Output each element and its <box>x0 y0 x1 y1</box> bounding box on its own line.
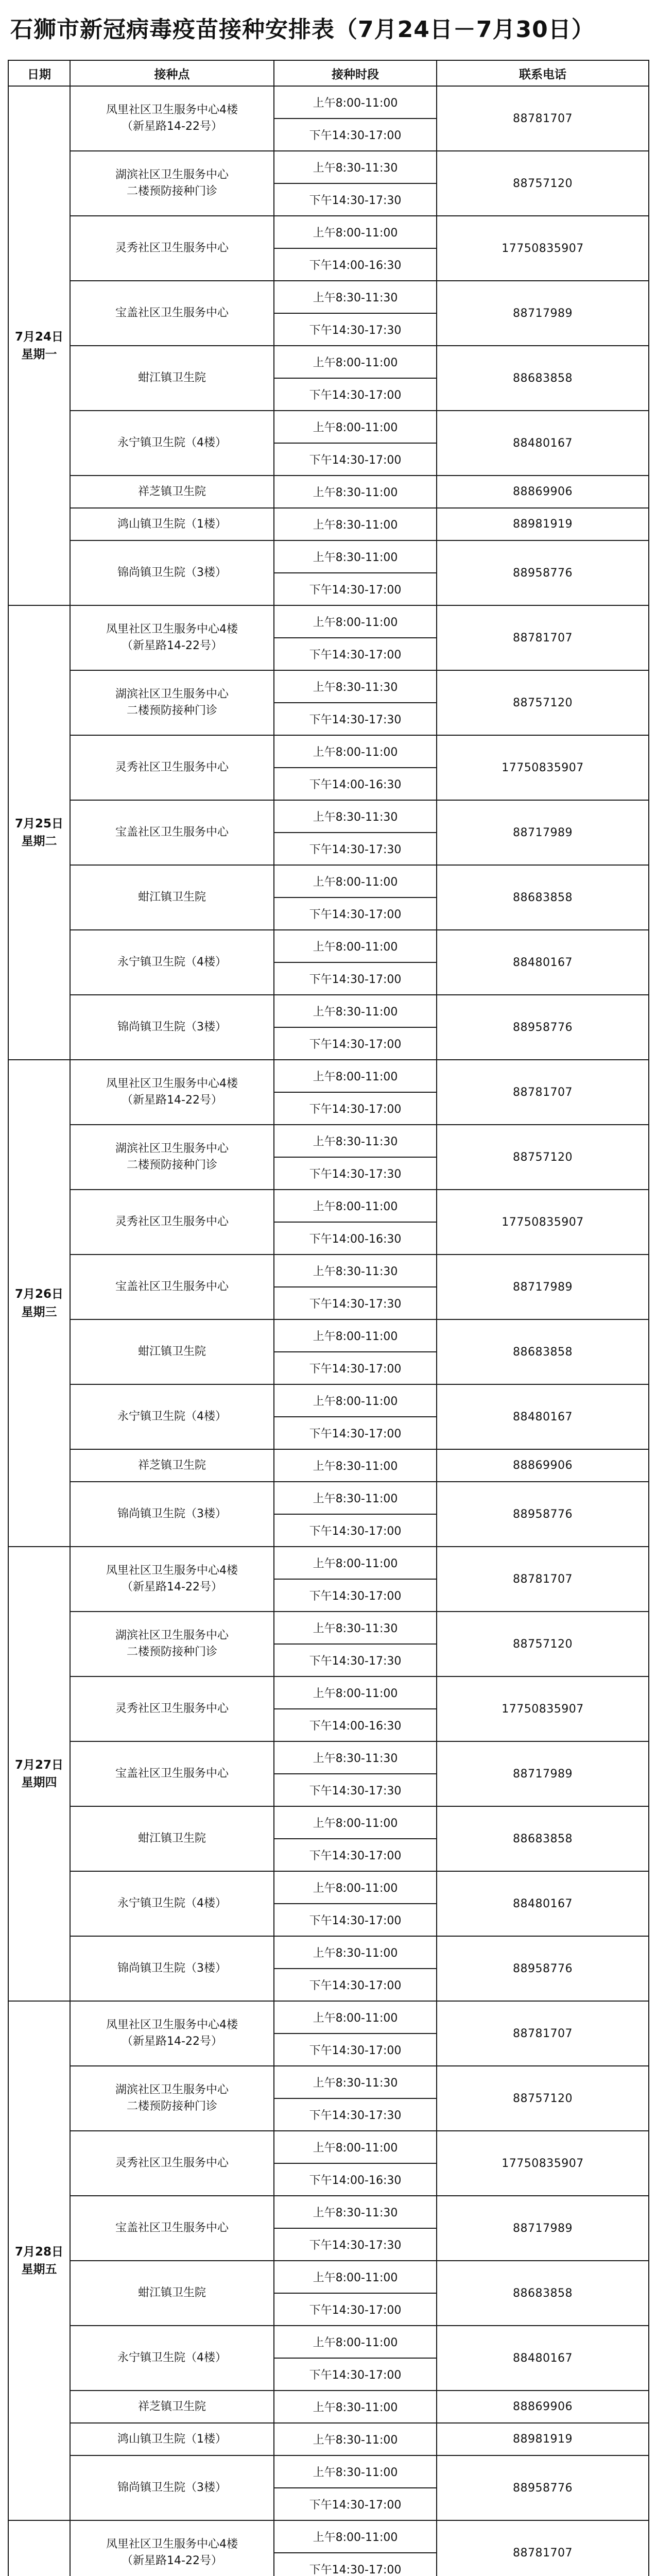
time-slot-cell: 上午8:30-11:30 <box>274 670 437 703</box>
phone-cell: 88981919 <box>437 508 649 540</box>
time-slot-cell: 下午14:30-17:30 <box>274 703 437 735</box>
table-row <box>8 1060 649 1092</box>
time-slot-cell: 上午8:00-11:00 <box>274 1190 437 1222</box>
phone-cell: 88480167 <box>437 411 649 476</box>
time-slot-cell: 上午8:00-11:00 <box>274 2131 437 2163</box>
phone-cell: 88869906 <box>437 476 649 508</box>
time-slot-cell: 下午14:30-17:00 <box>274 118 437 151</box>
table-row <box>8 995 649 1027</box>
header-phone: 联系电话 <box>437 60 649 86</box>
phone-cell: 88480167 <box>437 2326 649 2391</box>
time-slot-cell: 上午8:30-11:30 <box>274 151 437 183</box>
date-cell <box>8 2001 70 2520</box>
time-slot-cell: 下午14:30-17:00 <box>274 443 437 476</box>
table-row <box>8 865 649 897</box>
site-cell <box>70 1255 274 1319</box>
table-row <box>8 1741 649 1774</box>
phone-cell: 88683858 <box>437 865 649 930</box>
date-label: 7月28日 <box>14 2245 63 2259</box>
site-name: 凤里社区卫生服务中心4楼 <box>106 2538 238 2551</box>
table-row <box>8 1190 649 1222</box>
time-slot-cell: 下午14:30-17:00 <box>274 1092 437 1125</box>
site-name: 灵秀社区卫生服务中心 <box>115 2157 229 2170</box>
site-cell <box>70 151 274 216</box>
table-row <box>8 2391 649 2423</box>
time-slot-cell: 下午14:30-17:00 <box>274 1027 437 1060</box>
phone-cell: 88781707 <box>437 2520 649 2576</box>
site-name: 凤里社区卫生服务中心4楼 <box>106 1077 238 1091</box>
site-cell <box>70 281 274 346</box>
site-name: 湖滨社区卫生服务中心 <box>115 168 229 182</box>
time-slot-cell: 下午14:30-17:00 <box>274 573 437 605</box>
site-cell <box>70 2066 274 2131</box>
time-slot-cell: 下午14:30-17:00 <box>274 1417 437 1449</box>
site-cell <box>70 2423 274 2455</box>
site-cell <box>70 1547 274 1612</box>
phone-cell: 88480167 <box>437 1871 649 1936</box>
site-cell <box>70 86 274 151</box>
weekday-label: 星期二 <box>21 835 57 848</box>
table-row <box>8 346 649 378</box>
table-row <box>8 800 649 833</box>
site-cell <box>70 346 274 411</box>
site-cell <box>70 1936 274 2001</box>
time-slot-cell: 上午8:00-11:00 <box>274 1806 437 1839</box>
phone-cell: 88958776 <box>437 540 649 605</box>
phone-cell: 88958776 <box>437 2455 649 2520</box>
site-name: 二楼预防接种门诊 <box>126 1646 217 1658</box>
site-name: 湖滨社区卫生服务中心 <box>115 2083 229 2097</box>
site-cell <box>70 1060 274 1125</box>
time-slot-cell: 上午8:30-11:00 <box>274 995 437 1027</box>
table-row <box>8 86 649 118</box>
phone-cell: 88869906 <box>437 2391 649 2423</box>
time-slot-cell: 下午14:30-17:00 <box>274 962 437 995</box>
site-cell <box>70 2261 274 2326</box>
time-slot-cell: 上午8:30-11:00 <box>274 1449 437 1482</box>
site-name: （新星路14-22号） <box>122 639 222 652</box>
weekday-label: 星期三 <box>21 1305 57 1319</box>
site-cell <box>70 995 274 1060</box>
phone-cell: 88781707 <box>437 86 649 151</box>
table-row <box>8 1547 649 1579</box>
time-slot-cell: 下午14:30-17:00 <box>274 1514 437 1547</box>
site-cell <box>70 735 274 800</box>
table-row <box>8 216 649 248</box>
time-slot-cell: 上午8:00-11:00 <box>274 735 437 768</box>
site-cell <box>70 2001 274 2066</box>
time-slot-cell: 下午14:30-17:00 <box>274 1579 437 1612</box>
time-slot-cell: 下午14:00-16:30 <box>274 248 437 281</box>
site-name: 永宁镇卫生院（4楼） <box>117 2351 227 2365</box>
time-slot-cell: 下午14:00-16:30 <box>274 768 437 800</box>
time-slot-cell: 上午8:30-11:00 <box>274 540 437 573</box>
time-slot-cell: 下午14:30-17:30 <box>274 1287 437 1319</box>
time-slot-cell: 上午8:00-11:00 <box>274 2261 437 2293</box>
site-name: 锦尚镇卫生院（3楼） <box>117 1021 227 1034</box>
phone-cell: 88958776 <box>437 995 649 1060</box>
table-row <box>8 1871 649 1904</box>
time-slot-cell: 上午8:00-11:00 <box>274 1871 437 1904</box>
table-row <box>8 281 649 313</box>
time-slot-cell: 上午8:00-11:00 <box>274 865 437 897</box>
site-name: 宝盖社区卫生服务中心 <box>115 307 229 320</box>
table-row <box>8 540 649 573</box>
phone-cell: 88869906 <box>437 1449 649 1482</box>
phone-cell: 88717989 <box>437 1741 649 1806</box>
site-cell <box>70 2391 274 2423</box>
phone-cell: 88683858 <box>437 346 649 411</box>
time-slot-cell: 下午14:30-17:30 <box>274 1157 437 1190</box>
time-slot-cell: 上午8:00-11:00 <box>274 930 437 962</box>
phone-cell: 88683858 <box>437 1319 649 1384</box>
table-row <box>8 151 649 183</box>
time-slot-cell: 下午14:30-17:30 <box>274 833 437 865</box>
time-slot-cell: 上午8:00-11:00 <box>274 1060 437 1092</box>
weekday-label: 星期四 <box>21 1776 57 1789</box>
site-name: 凤里社区卫生服务中心4楼 <box>106 1564 238 1578</box>
table-row <box>8 1125 649 1157</box>
phone-cell: 17750835907 <box>437 216 649 281</box>
phone-cell: 88480167 <box>437 1384 649 1449</box>
site-cell <box>70 865 274 930</box>
site-name: 凤里社区卫生服务中心4楼 <box>106 104 238 117</box>
table-row <box>8 1319 649 1352</box>
weekday-label: 星期五 <box>21 2263 57 2276</box>
time-slot-cell: 下午14:30-17:00 <box>274 897 437 930</box>
table-row <box>8 1255 649 1287</box>
phone-cell: 17750835907 <box>437 1676 649 1741</box>
time-slot-cell: 上午8:30-11:30 <box>274 2066 437 2098</box>
table-row <box>8 2423 649 2455</box>
time-slot-cell: 下午14:30-17:00 <box>274 378 437 411</box>
site-name: 灵秀社区卫生服务中心 <box>115 1702 229 1716</box>
time-slot-cell: 上午8:30-11:30 <box>274 1612 437 1644</box>
phone-cell: 88717989 <box>437 1255 649 1319</box>
date-cell <box>8 605 70 1060</box>
site-cell <box>70 2326 274 2391</box>
site-cell <box>70 1125 274 1190</box>
site-name: 凤里社区卫生服务中心4楼 <box>106 623 238 636</box>
site-name: 蚶江镇卫生院 <box>137 371 206 385</box>
site-cell <box>70 1482 274 1547</box>
date-label: 7月26日 <box>14 1287 63 1301</box>
phone-cell: 88683858 <box>437 2261 649 2326</box>
site-cell <box>70 2520 274 2576</box>
site-cell <box>70 411 274 476</box>
site-name: 祥芝镇卫生院 <box>137 485 206 498</box>
table-row <box>8 2261 649 2293</box>
site-name: 宝盖社区卫生服务中心 <box>115 1280 229 1294</box>
time-slot-cell: 上午8:00-11:00 <box>274 2001 437 2033</box>
phone-cell: 88981919 <box>437 2423 649 2455</box>
phone-cell: 17750835907 <box>437 735 649 800</box>
site-name: 永宁镇卫生院（4楼） <box>117 436 227 450</box>
phone-cell: 88717989 <box>437 2196 649 2261</box>
site-name: 灵秀社区卫生服务中心 <box>115 761 229 774</box>
time-slot-cell: 下午14:30-17:00 <box>274 2488 437 2520</box>
site-cell <box>70 540 274 605</box>
site-name: 二楼预防接种门诊 <box>126 185 217 198</box>
site-cell <box>70 2131 274 2196</box>
site-cell <box>70 1676 274 1741</box>
site-name: 蚶江镇卫生院 <box>137 1345 206 1359</box>
site-name: 蚶江镇卫生院 <box>137 2286 206 2300</box>
time-slot-cell: 下午14:30-17:00 <box>274 2358 437 2391</box>
time-slot-cell: 下午14:30-17:30 <box>274 1644 437 1676</box>
time-slot-cell: 上午8:30-11:30 <box>274 2196 437 2228</box>
time-slot-cell: 下午14:30-17:00 <box>274 638 437 670</box>
site-name: （新星路14-22号） <box>122 1581 222 1594</box>
phone-cell: 88781707 <box>437 1547 649 1612</box>
site-cell <box>70 800 274 865</box>
time-slot-cell: 上午8:00-11:00 <box>274 411 437 443</box>
date-cell <box>8 86 70 605</box>
site-name: 灵秀社区卫生服务中心 <box>115 242 229 255</box>
phone-cell: 17750835907 <box>437 2131 649 2196</box>
site-name: 宝盖社区卫生服务中心 <box>115 2222 229 2235</box>
table-row <box>8 605 649 638</box>
site-cell <box>70 1449 274 1482</box>
phone-cell: 88757120 <box>437 1612 649 1676</box>
header-date: 日期 <box>8 60 70 86</box>
time-slot-cell: 上午8:00-11:00 <box>274 1547 437 1579</box>
date-label: 7月27日 <box>14 1758 63 1772</box>
site-cell <box>70 1319 274 1384</box>
site-name: 湖滨社区卫生服务中心 <box>115 1629 229 1642</box>
time-slot-cell: 上午8:30-11:30 <box>274 281 437 313</box>
time-slot-cell: 下午14:30-17:30 <box>274 2228 437 2261</box>
site-cell <box>70 1612 274 1676</box>
table-row <box>8 1449 649 1482</box>
time-slot-cell: 下午14:30-17:30 <box>274 2098 437 2131</box>
time-slot-cell: 下午14:30-17:00 <box>274 2293 437 2326</box>
time-slot-cell: 上午8:00-11:00 <box>274 1676 437 1709</box>
table-row <box>8 1384 649 1417</box>
site-name: 湖滨社区卫生服务中心 <box>115 1142 229 1156</box>
site-name: 锦尚镇卫生院（3楼） <box>117 566 227 580</box>
time-slot-cell: 上午8:00-11:00 <box>274 605 437 638</box>
site-cell <box>70 930 274 995</box>
table-row <box>8 930 649 962</box>
time-slot-cell: 下午14:00-16:30 <box>274 1709 437 1741</box>
site-name: （新星路14-22号） <box>122 120 222 133</box>
site-name: 凤里社区卫生服务中心4楼 <box>106 2019 238 2032</box>
time-slot-cell: 上午8:00-11:00 <box>274 2326 437 2358</box>
time-slot-cell: 上午8:30-11:00 <box>274 2423 437 2455</box>
phone-cell: 88958776 <box>437 1936 649 2001</box>
vaccination-schedule-table <box>8 60 649 2576</box>
site-name: （新星路14-22号） <box>122 1094 222 1107</box>
phone-cell: 88781707 <box>437 605 649 670</box>
time-slot-cell: 下午14:00-16:30 <box>274 2163 437 2196</box>
table-row <box>8 670 649 703</box>
site-name: 永宁镇卫生院（4楼） <box>117 956 227 969</box>
table-row <box>8 1612 649 1644</box>
time-slot-cell: 上午8:00-11:00 <box>274 1319 437 1352</box>
time-slot-cell: 上午8:30-11:00 <box>274 1936 437 1969</box>
time-slot-cell: 上午8:00-11:00 <box>274 216 437 248</box>
header-time-slot: 接种时段 <box>274 60 437 86</box>
site-name: 灵秀社区卫生服务中心 <box>115 1215 229 1229</box>
site-name: 鸿山镇卫生院（1楼） <box>117 517 227 531</box>
site-name: 蚶江镇卫生院 <box>137 891 206 904</box>
table-row <box>8 2520 649 2553</box>
phone-cell: 88717989 <box>437 281 649 346</box>
phone-cell: 17750835907 <box>437 1190 649 1255</box>
phone-cell: 88757120 <box>437 151 649 216</box>
time-slot-cell: 下午14:30-17:00 <box>274 1969 437 2001</box>
time-slot-cell: 上午8:00-11:00 <box>274 346 437 378</box>
time-slot-cell: 下午14:00-16:30 <box>274 1222 437 1255</box>
site-name: （新星路14-22号） <box>122 2035 222 2048</box>
phone-cell: 88958776 <box>437 1482 649 1547</box>
site-name: 二楼预防接种门诊 <box>126 704 217 717</box>
time-slot-cell: 下午14:30-17:30 <box>274 313 437 346</box>
phone-cell: 88757120 <box>437 670 649 735</box>
time-slot-cell: 上午8:30-11:00 <box>274 2391 437 2423</box>
site-cell <box>70 216 274 281</box>
date-label: 7月24日 <box>14 330 63 344</box>
time-slot-cell: 上午8:30-11:30 <box>274 1255 437 1287</box>
time-slot-cell: 上午8:30-11:30 <box>274 1125 437 1157</box>
site-cell <box>70 2196 274 2261</box>
time-slot-cell: 上午8:00-11:00 <box>274 1384 437 1417</box>
date-cell <box>8 1060 70 1547</box>
phone-cell: 88480167 <box>437 930 649 995</box>
table-row <box>8 735 649 768</box>
site-name: 宝盖社区卫生服务中心 <box>115 826 229 839</box>
site-name: 蚶江镇卫生院 <box>137 1832 206 1845</box>
time-slot-cell: 上午8:30-11:00 <box>274 476 437 508</box>
site-name: 锦尚镇卫生院（3楼） <box>117 1962 227 1975</box>
table-row <box>8 2326 649 2358</box>
site-name: 二楼预防接种门诊 <box>126 2100 217 2113</box>
table-row <box>8 1806 649 1839</box>
time-slot-cell: 下午14:30-17:00 <box>274 1904 437 1936</box>
header-site: 接种点 <box>70 60 274 86</box>
site-name: 湖滨社区卫生服务中心 <box>115 688 229 701</box>
site-name: 锦尚镇卫生院（3楼） <box>117 1507 227 1521</box>
site-name: （新星路14-22号） <box>122 2554 222 2567</box>
phone-cell: 88757120 <box>437 1125 649 1190</box>
time-slot-cell: 下午14:30-17:00 <box>274 2033 437 2066</box>
time-slot-cell: 下午14:30-17:00 <box>274 1839 437 1871</box>
time-slot-cell: 下午14:30-17:30 <box>274 183 437 216</box>
phone-cell: 88683858 <box>437 1806 649 1871</box>
phone-cell: 88781707 <box>437 2001 649 2066</box>
table-row <box>8 1676 649 1709</box>
site-name: 锦尚镇卫生院（3楼） <box>117 2481 227 2495</box>
time-slot-cell: 上午8:00-11:00 <box>274 86 437 118</box>
site-cell <box>70 1741 274 1806</box>
site-cell <box>70 508 274 540</box>
table-row <box>8 1936 649 1969</box>
site-cell <box>70 670 274 735</box>
site-name: 宝盖社区卫生服务中心 <box>115 1767 229 1781</box>
site-cell <box>70 476 274 508</box>
time-slot-cell: 上午8:30-11:00 <box>274 508 437 540</box>
site-name: 祥芝镇卫生院 <box>137 2400 206 2413</box>
table-row <box>8 2196 649 2228</box>
site-name: 永宁镇卫生院（4楼） <box>117 1897 227 1910</box>
table-row <box>8 2001 649 2033</box>
table-row <box>8 2455 649 2488</box>
site-name: 二楼预防接种门诊 <box>126 1159 217 1172</box>
time-slot-cell: 上午8:30-11:30 <box>274 1741 437 1774</box>
table-row <box>8 508 649 540</box>
time-slot-cell: 上午8:30-11:00 <box>274 1482 437 1514</box>
weekday-label: 星期一 <box>21 348 57 361</box>
header-row <box>8 60 649 86</box>
time-slot-cell: 上午8:00-11:00 <box>274 2520 437 2553</box>
date-label: 7月25日 <box>14 817 63 831</box>
site-cell <box>70 1806 274 1871</box>
page-title: 石狮市新冠病毒疫苗接种安排表（7月24日－7月30日） <box>10 16 595 43</box>
site-cell <box>70 1384 274 1449</box>
table-row <box>8 2066 649 2098</box>
table-row <box>8 411 649 443</box>
date-cell <box>8 1547 70 2001</box>
site-name: 鸿山镇卫生院（1楼） <box>117 2432 227 2446</box>
site-name: 永宁镇卫生院（4楼） <box>117 1410 227 1423</box>
date-cell <box>8 2520 70 2576</box>
phone-cell: 88717989 <box>437 800 649 865</box>
phone-cell: 88781707 <box>437 1060 649 1125</box>
site-cell <box>70 1871 274 1936</box>
schedule-body <box>8 86 649 2576</box>
table-row <box>8 1482 649 1514</box>
site-name: 祥芝镇卫生院 <box>137 1459 206 1472</box>
time-slot-cell: 下午14:30-17:30 <box>274 1774 437 1806</box>
table-row <box>8 476 649 508</box>
site-cell <box>70 1190 274 1255</box>
table-row <box>8 2131 649 2163</box>
phone-cell: 88757120 <box>437 2066 649 2131</box>
time-slot-cell: 上午8:30-11:00 <box>274 2455 437 2488</box>
time-slot-cell: 下午14:30-17:00 <box>274 2553 437 2576</box>
site-cell <box>70 605 274 670</box>
time-slot-cell: 下午14:30-17:00 <box>274 1352 437 1384</box>
site-cell <box>70 2455 274 2520</box>
time-slot-cell: 上午8:30-11:30 <box>274 800 437 833</box>
